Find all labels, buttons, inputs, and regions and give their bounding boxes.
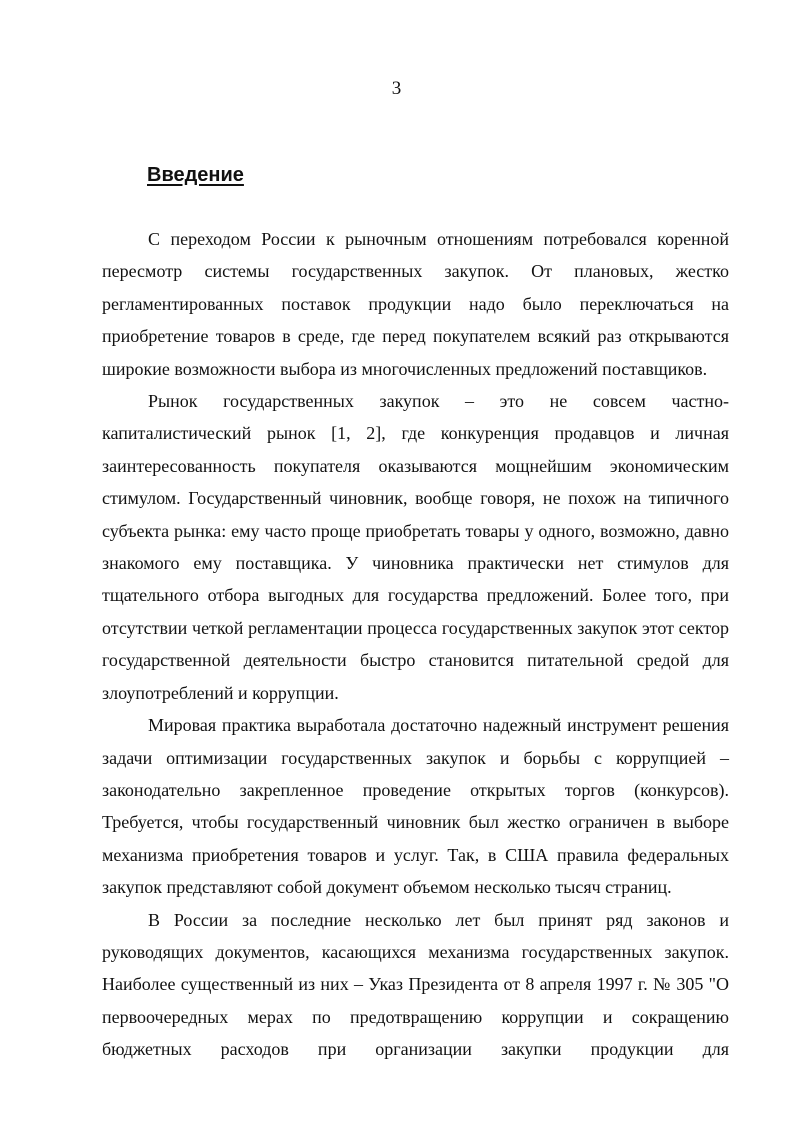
paragraph-3: Мировая практика выработала достаточно надежный инструмент решения задачи оптимизации государственных закупок и борьбы с коррупцией – законодательно закрепленное проведение открытых торгов (конкурсов). Требуется, чтобы государственный чиновник был жестко ограничен в выборе механизма приобретения товаров и услуг. Так, в США правила федеральных закупок представляют собой документ объемом несколько тысяч страниц. xyxy=(102,715,729,898)
paragraph-2: Рынок государственных закупок – это не совсем частно-капиталистический рынок [1, 2], где конкуренция продавцов и личная заинтересованность покупателя оказываются мощнейшим экономическим стимулом. Государственный чиновник, вообще говоря, не похож на типичного субъекта рынка: ему часто проще приобретать товары у одного, возможно, давно знакомого ему поставщика. У чиновника практически нет стимулов для тщательного отбора выгодных для государства предложений. Более того, при отсутствии четкой регламентации процесса государственных закупок этот сектор государственной деятельности быстро становится питательной средой для злоупотреблений и коррупции. xyxy=(102,391,729,703)
body-text xyxy=(102,223,729,1066)
paragraph-4: В России за последние несколько лет был принят ряд законов и руководящих документов, касающихся механизма государственных закупок. Наиболее существенный из них – Указ Президента от 8 апреля 1997 г. № 305 "О первоочередных мерах по предотвращению коррупции и сокращению бюджетных расходов при организации закупки продукции для xyxy=(102,909,729,1060)
section-heading: Введение xyxy=(147,164,244,186)
page-number: 3 xyxy=(391,78,402,99)
paragraph-1: С переходом России к рыночным отношениям потребовался коренной пересмотр системы государственных закупок. От плановых, жестко регламентированных поставок продукции надо было переключаться на приобретение товаров в среде, где перед покупателем всякий раз открываются широкие возможности выбора из многочисленных предложений поставщиков. xyxy=(102,229,729,379)
